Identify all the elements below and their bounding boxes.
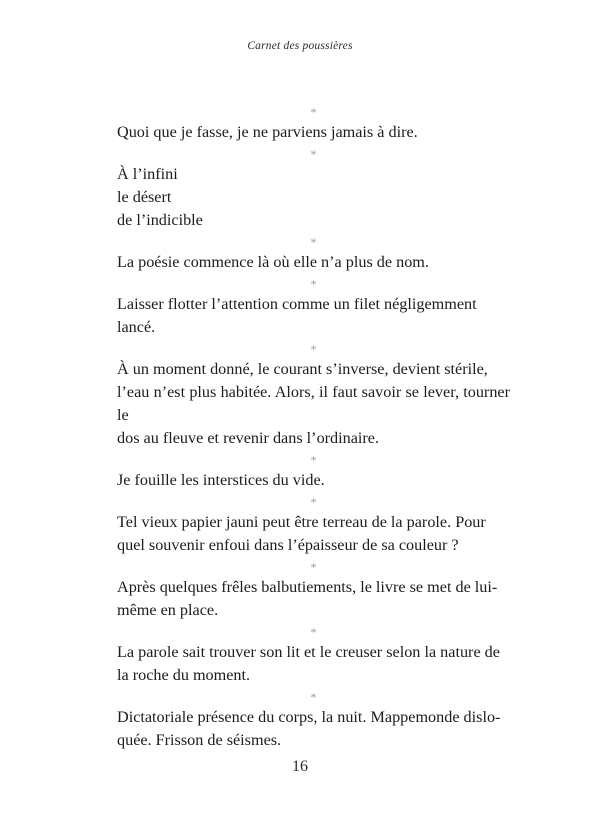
separator-asterisk: * — [310, 453, 317, 467]
page-number: 16 — [292, 758, 308, 775]
text-line: quée. Frisson de séismes. — [117, 731, 282, 749]
poem-stanza — [117, 163, 510, 232]
text-line: Je fouille les interstices du vide. — [117, 471, 325, 489]
text-line: le désert — [117, 188, 172, 206]
text-line: Dictatoriale présence du corps, la nuit. Mappemonde dislo- — [117, 708, 501, 726]
text-line: À l’infini — [117, 165, 178, 183]
separator-asterisk: * — [310, 235, 317, 249]
separator-asterisk: * — [310, 147, 317, 161]
text-line: quel souvenir enfoui dans l’épaisseur de sa couleur ? — [117, 536, 459, 554]
text-line: lancé. — [117, 318, 156, 336]
separator-asterisk: * — [310, 625, 317, 639]
paragraph — [117, 358, 510, 450]
text-line: de l’indicible — [117, 211, 203, 229]
text-line: À un moment donné, le courant s’inverse, devient stérile, — [117, 360, 488, 378]
paragraph — [117, 293, 510, 339]
text-line: La poésie commence là où elle n’a plus de nom. — [117, 253, 429, 271]
text-line: même en place. — [117, 601, 219, 619]
text-line: Laisser flotter l’attention comme un filet négligemment — [117, 295, 477, 313]
paragraph — [117, 576, 510, 622]
text-line: Après quelques frêles balbutiements, le livre se met de lui- — [117, 578, 498, 596]
text-line: Tel vieux papier jauni peut être terreau de la parole. Pour — [117, 513, 486, 531]
paragraph — [117, 511, 510, 557]
body-text — [117, 104, 510, 754]
separator-asterisk: * — [310, 277, 317, 291]
text-line: Quoi que je fasse, je ne parviens jamais à dire. — [117, 123, 418, 141]
paragraph — [117, 641, 510, 687]
paragraph — [117, 469, 510, 492]
text-line: l’eau n’est plus habitée. Alors, il faut savoir se lever, tourner le — [117, 383, 510, 424]
separator-asterisk: * — [310, 690, 317, 704]
paragraph — [117, 121, 510, 144]
text-line: dos au fleuve et revenir dans l’ordinaire. — [117, 429, 380, 447]
separator-asterisk: * — [310, 560, 317, 574]
paragraph — [117, 251, 510, 274]
text-line: la roche du moment. — [117, 666, 251, 684]
paragraph — [117, 706, 510, 752]
text-line: La parole sait trouver son lit et le creuser selon la nature de — [117, 643, 500, 661]
running-head: Carnet des poussières — [247, 40, 353, 52]
separator-asterisk: * — [310, 495, 317, 509]
separator-asterisk: * — [310, 342, 317, 356]
separator-asterisk: * — [310, 105, 317, 119]
